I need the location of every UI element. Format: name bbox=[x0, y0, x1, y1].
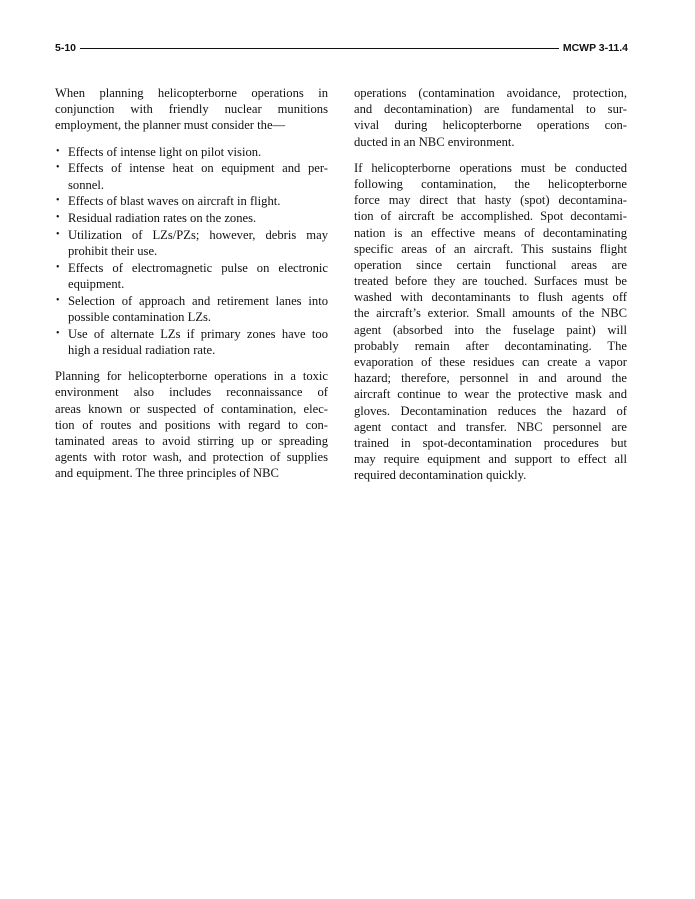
decontamination-paragraph bbox=[354, 160, 627, 484]
list-item bbox=[55, 293, 328, 325]
bullet-icon: • bbox=[56, 228, 60, 240]
text-line: tion of aircraft be accomplished. Spot decontami- bbox=[354, 209, 627, 224]
text-line: gloves. Decontamination reduces the hazard of bbox=[354, 403, 627, 418]
text-line: Utilization of LZs/PZs; however, debris may bbox=[68, 227, 328, 242]
text-line: agents with rotor wash, and protection of supplies bbox=[55, 450, 328, 465]
text-line: When planning helicopterborne operations in bbox=[55, 86, 328, 100]
text-line: Use of alternate LZs if primary zones have too bbox=[68, 326, 328, 341]
document-id: MCWP 3-11.4 bbox=[562, 42, 628, 54]
text-line: hazard; therefore, personnel in and around the bbox=[354, 371, 627, 386]
text-line: Effects of electromagnetic pulse on electronic bbox=[68, 260, 328, 275]
text-line: agent contact and transfer. NBC personnel are bbox=[354, 419, 627, 434]
text-line: employment, the planner must consider the— bbox=[55, 118, 286, 133]
bullet-icon: • bbox=[56, 162, 60, 174]
list-item bbox=[55, 260, 328, 292]
continuation-paragraph bbox=[354, 85, 627, 150]
text-line: and equipment. The three principles of NBC bbox=[55, 466, 279, 481]
list-item bbox=[55, 193, 328, 209]
text-line: Residual radiation rates on the zones. bbox=[68, 211, 257, 226]
consideration-list bbox=[55, 144, 328, 359]
text-line: force may direct that hasty (spot) decontamina- bbox=[354, 193, 627, 208]
text-line: treated before they are touched. Surfaces must be bbox=[354, 274, 627, 289]
text-line: equipment. bbox=[68, 277, 125, 292]
text-line: specific areas of an aircraft. This sustains flight bbox=[354, 241, 627, 256]
text-line: washed with decontaminants to flush agents off bbox=[354, 290, 627, 305]
text-line: operations (contamination avoidance, protection, bbox=[354, 86, 627, 100]
left-column bbox=[55, 85, 328, 491]
page-number: 5-10 bbox=[55, 42, 77, 54]
text-line: tion of routes and positions with regard to con- bbox=[55, 417, 328, 432]
text-line: and decontamination) are fundamental to sur- bbox=[354, 102, 627, 117]
list-item bbox=[55, 326, 328, 358]
bullet-icon: • bbox=[56, 212, 60, 224]
bullet-icon: • bbox=[56, 294, 60, 306]
text-line: Effects of blast waves on aircraft in flight. bbox=[68, 194, 281, 209]
bullet-icon: • bbox=[56, 327, 60, 339]
text-line: high a residual radiation rate. bbox=[68, 342, 216, 357]
text-line: sonnel. bbox=[68, 177, 105, 192]
text-line: taminated areas to avoid stirring up or spreading bbox=[55, 433, 328, 448]
text-line: areas known or suspected of contamination, elec- bbox=[55, 401, 328, 416]
text-line: following contamination, the helicopterborne bbox=[354, 176, 627, 191]
text-line: conjunction with friendly nuclear munitions bbox=[55, 102, 328, 117]
text-line: nation is an effective means of decontaminating bbox=[354, 225, 627, 240]
text-line: Selection of approach and retirement lanes into bbox=[68, 293, 328, 308]
text-line: vival during helicopterborne operations con- bbox=[354, 118, 627, 133]
text-line: environment also includes reconnaissance of bbox=[55, 385, 328, 400]
running-header bbox=[55, 41, 628, 55]
bullet-icon: • bbox=[56, 145, 60, 157]
text-line: the aircraft’s exterior. Small amounts of the NBC bbox=[354, 306, 627, 321]
text-line: possible contamination LZs. bbox=[68, 310, 212, 324]
text-line: agent (absorbed into the fuselage paint) will bbox=[354, 322, 627, 337]
right-column bbox=[354, 85, 627, 494]
text-line: aircraft continue to wear the protective mask and bbox=[354, 387, 627, 402]
header-rule bbox=[80, 48, 559, 49]
bullet-icon: • bbox=[56, 195, 60, 207]
text-line: may require equipment and support to effect all bbox=[354, 452, 627, 467]
text-line: evaporation of these residues can create a vapor bbox=[354, 355, 627, 369]
list-item bbox=[55, 144, 328, 160]
text-line: prohibit their use. bbox=[68, 244, 158, 259]
bullet-icon: • bbox=[56, 261, 60, 273]
text-line: probably remain after decontaminating. The bbox=[354, 338, 627, 353]
text-line: Effects of intense heat on equipment and per- bbox=[68, 161, 328, 176]
list-item bbox=[55, 160, 328, 192]
text-line: operation since certain functional areas are bbox=[354, 257, 627, 272]
planning-paragraph bbox=[55, 368, 328, 481]
list-item bbox=[55, 210, 328, 226]
text-line: Planning for helicopterborne operations in a toxic bbox=[55, 369, 328, 384]
text-line: Effects of intense light on pilot vision. bbox=[68, 144, 262, 159]
text-line: If helicopterborne operations must be conducted bbox=[354, 160, 627, 175]
text-line: trained in spot-decontamination procedures but bbox=[354, 435, 627, 450]
text-line: ducted in an NBC environment. bbox=[354, 134, 515, 149]
text-line: required decontamination quickly. bbox=[354, 468, 527, 483]
intro-paragraph bbox=[55, 85, 328, 134]
list-item bbox=[55, 227, 328, 259]
